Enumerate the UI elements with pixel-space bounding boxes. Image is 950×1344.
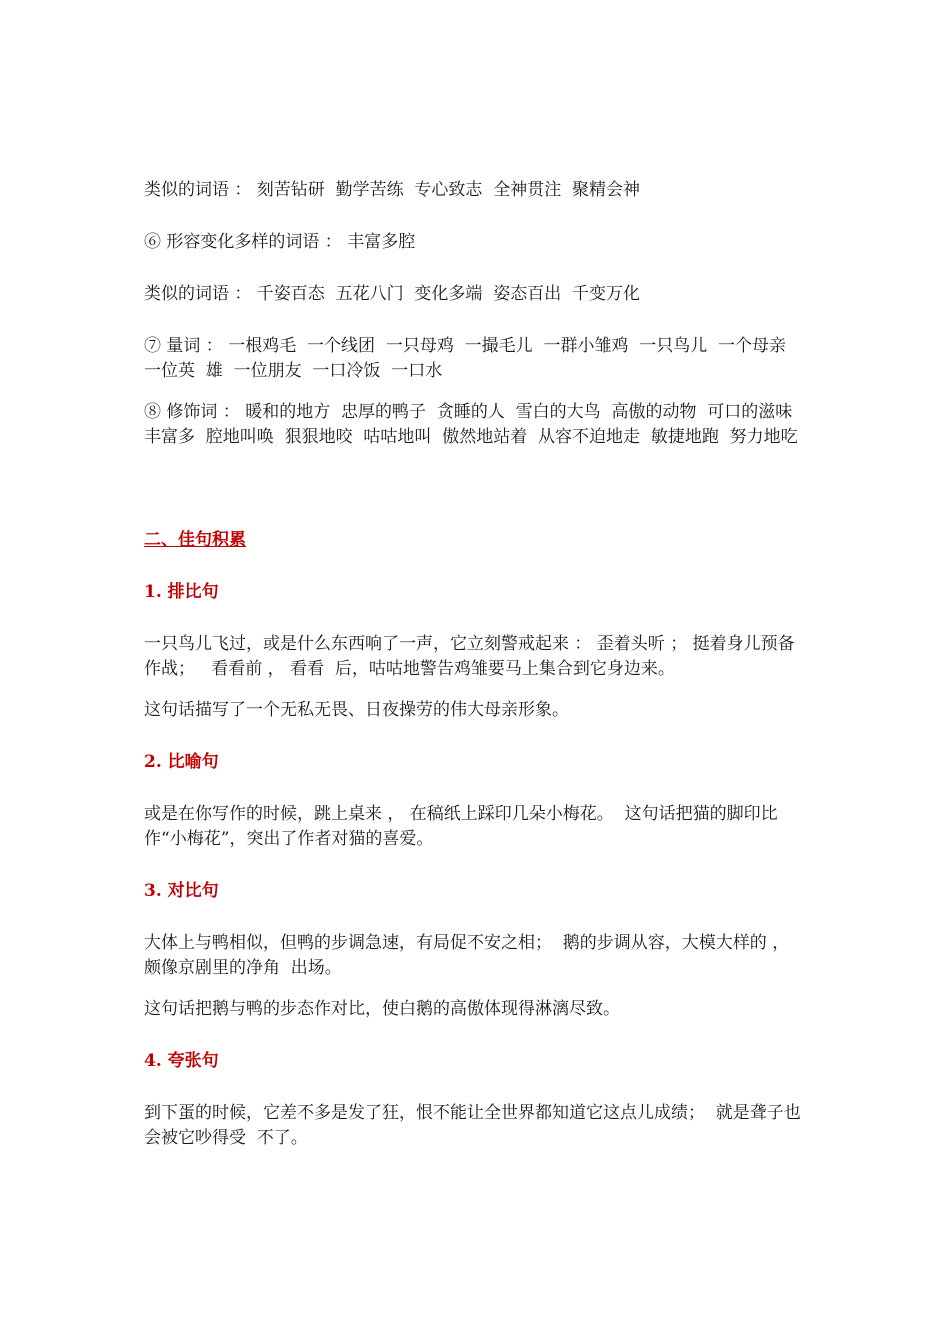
hyperbole-title: 4. 夸张句 bbox=[144, 1051, 219, 1071]
contrast-sentence: 大体上与鸭相似，但鸭的步调急速，有局促不安之相； 鹅的步调从容，大模大样的 ， 颇像京剧里的净角 出场。 bbox=[144, 933, 795, 978]
hyperbole-sentence: 到下蛋的时候，它差不多是发了狂，恨不能让全世界都知道它这点儿成绩； 就是聋子也会被它吵得受 不了。 bbox=[144, 1103, 801, 1148]
vocab-item-6: ⑥ 形容变化多样的词语 ： 丰富多腔 bbox=[144, 232, 416, 252]
document-page bbox=[144, 178, 808, 1151]
section-2-title: 二、佳句积累 bbox=[144, 530, 246, 550]
vocab-item-7: ⑦ 量词 ： 一根鸡毛 一个线团 一只母鸡 一撮毛儿 一群小雏鸡 一只鸟儿 一个母亲 一位英 雄 一位朋友 一口冷饭 一口水 bbox=[144, 336, 797, 381]
similar-words-1: 类似的词语 ： 刻苦钻研 勤学苦练 专心致志 全神贯注 聚精会神 bbox=[144, 180, 641, 200]
contrast-title: 3. 对比句 bbox=[144, 881, 219, 901]
metaphor-sentence: 或是在你写作的时候，跳上桌来 ， 在稿纸上踩印几朵小梅花。 这句话把猫的脚印比作“小梅花”，突出了作者对猫的喜爱。 bbox=[144, 804, 778, 849]
parallelism-sentence: 一只鸟儿飞过，或是什么东西响了一声，它立刻警戒起来 ： 歪着头听 ； 挺着身儿预备作战； 看看前 ， 看看 后，咕咕地警告鸡雏要马上集合到它身边来。 bbox=[144, 634, 795, 679]
metaphor-title: 2. 比喻句 bbox=[144, 752, 219, 772]
similar-words-2: 类似的词语 ： 千姿百态 五花八门 变化多端 姿态百出 千变万化 bbox=[144, 284, 641, 304]
parallelism-note: 这句话描写了一个无私无畏、日夜操劳的伟大母亲形象。 bbox=[144, 700, 569, 720]
vocab-item-8: ⑧ 修饰词 ： 暖和的地方 忠厚的鸭子 贪睡的人 雪白的大鸟 高傲的动物 可口的滋味 丰富多 腔地叫唤 狠狠地咬 咕咕地叫 傲然地站着 从容不迫地走 敏捷地跑 努力地吃 bbox=[144, 402, 804, 447]
parallelism-title: 1. 排比句 bbox=[144, 582, 219, 602]
contrast-note: 这句话把鹅与鸭的步态作对比，使白鹅的高傲体现得淋漓尽致。 bbox=[144, 999, 620, 1019]
